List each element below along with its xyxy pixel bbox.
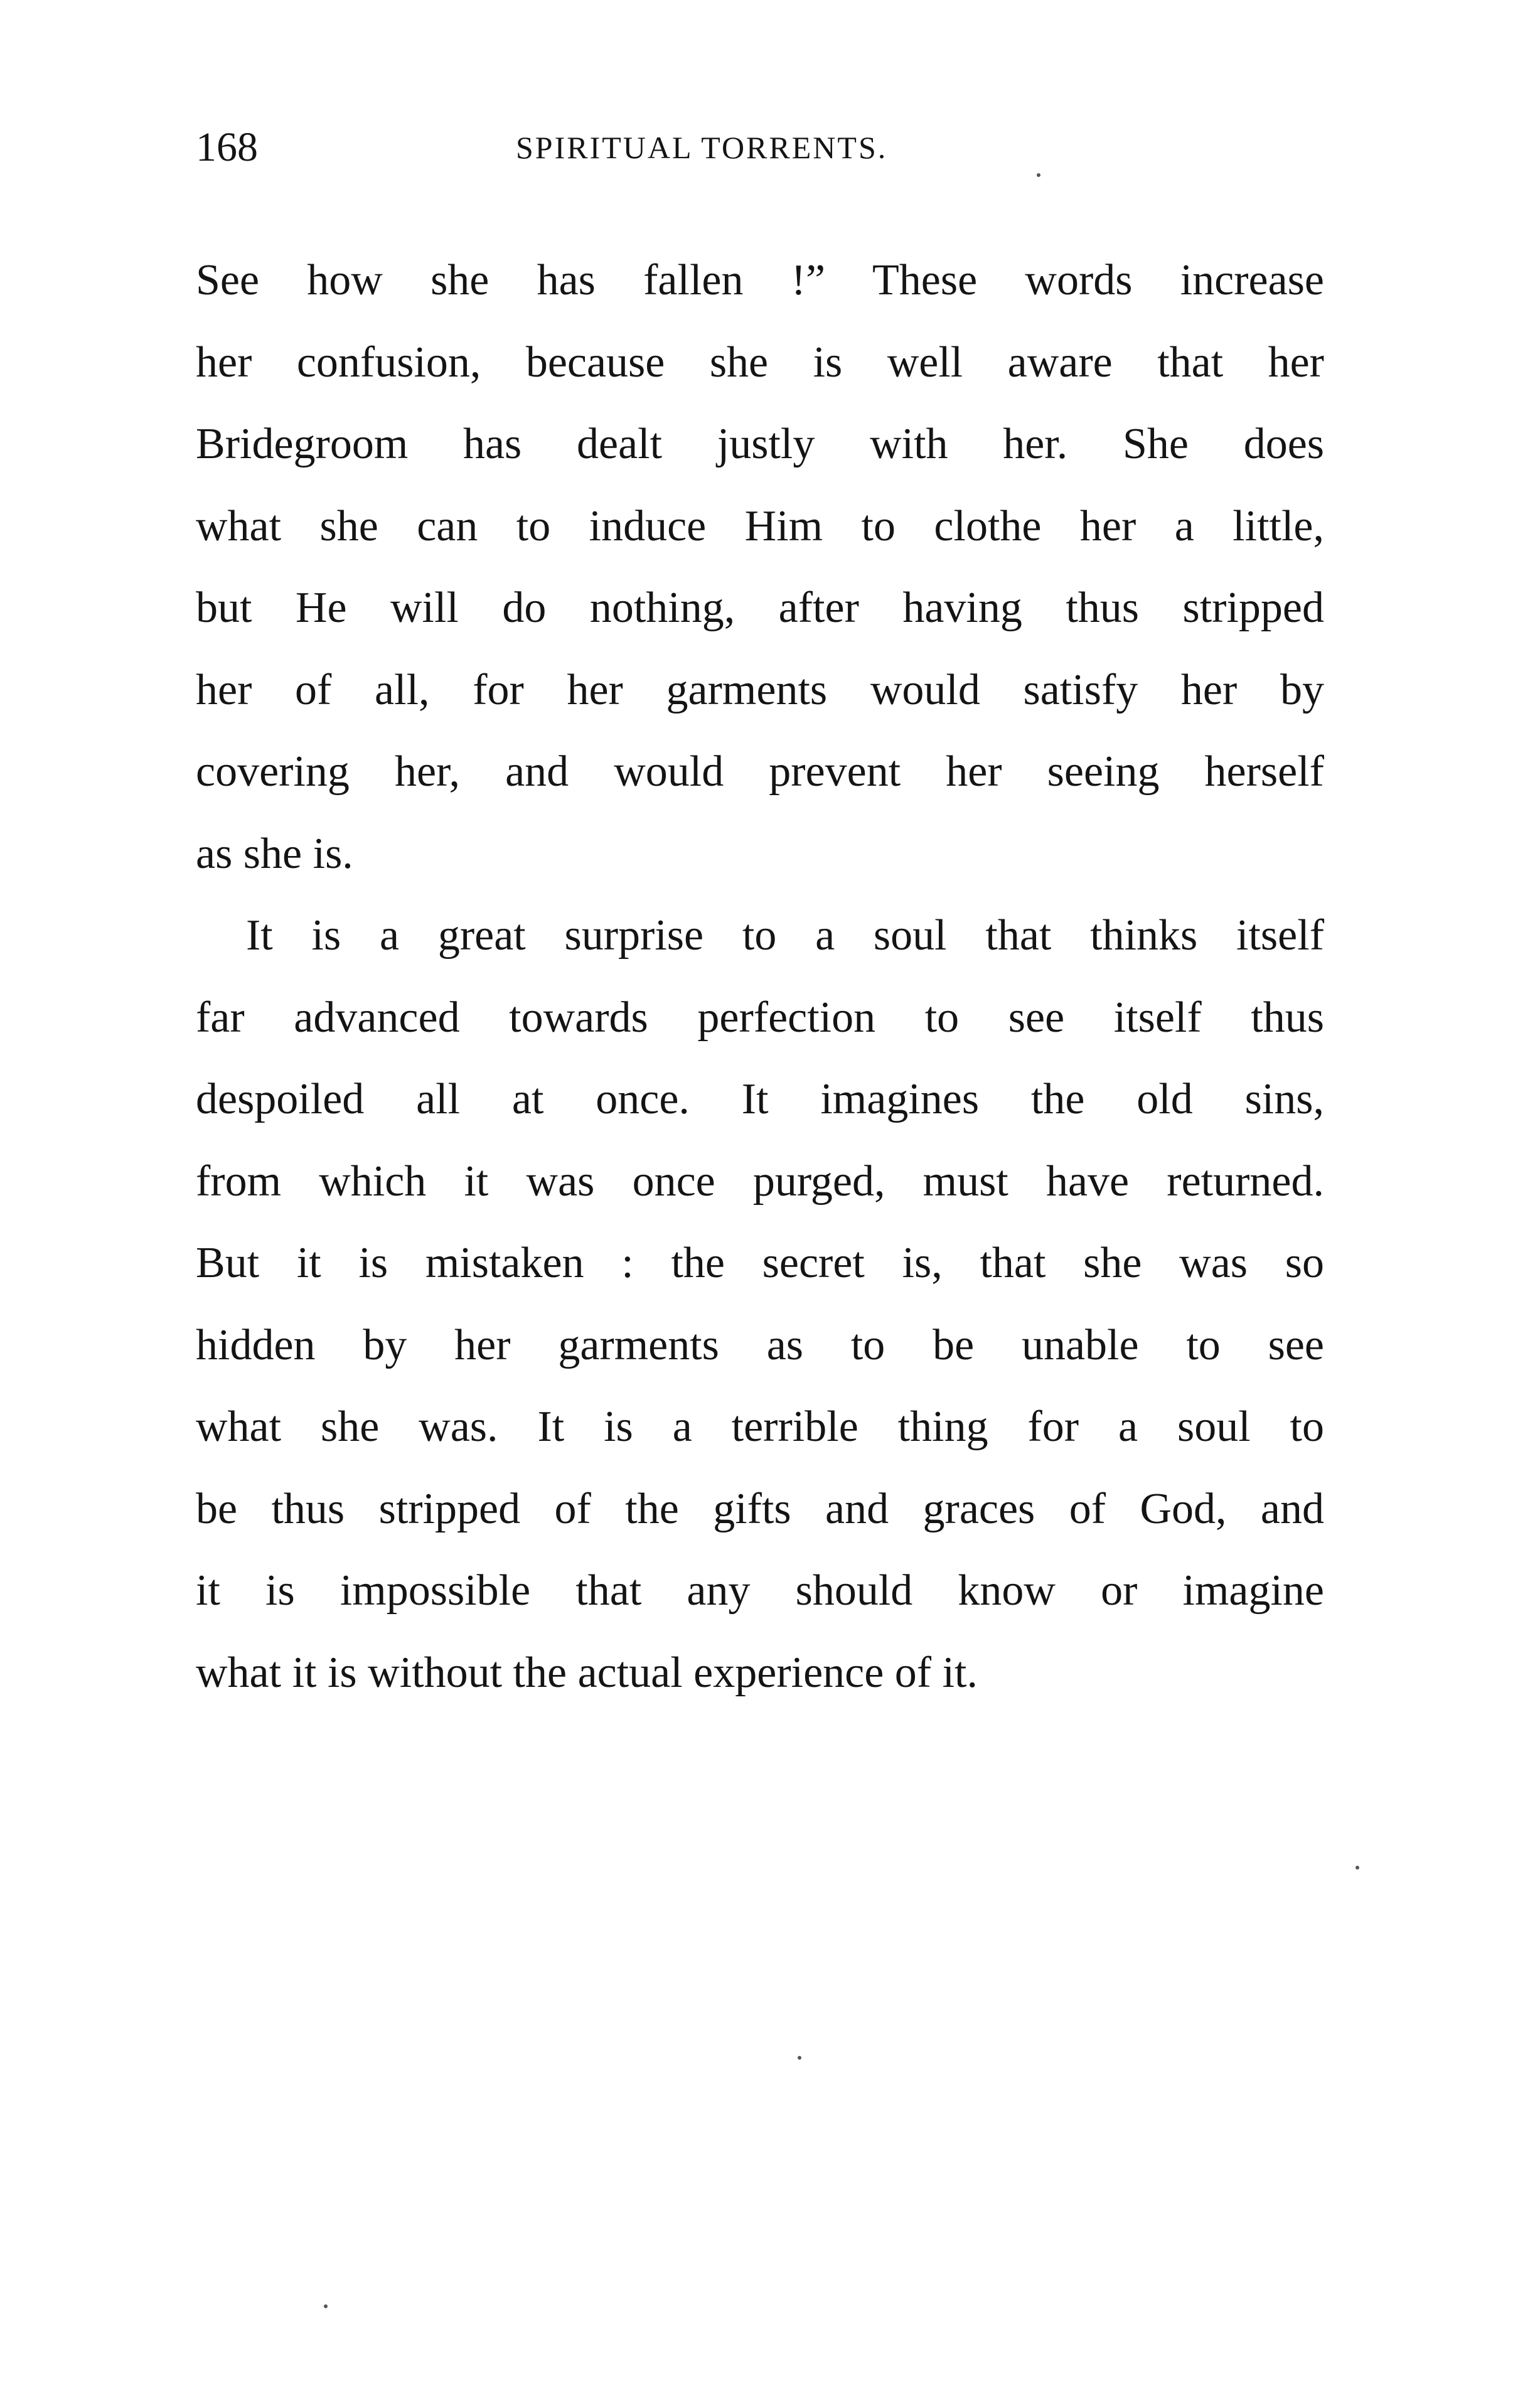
- text-line: hidden by her garments as to be unable to see: [196, 1320, 1324, 1369]
- scan-speck: [324, 2304, 328, 2308]
- text-line: her of all, for her garments would satisfy her by: [196, 665, 1324, 714]
- text-line: See how she has fallen !” These words increase: [196, 256, 1324, 304]
- text-line: Bridegroom has dealt justly with her. She does: [196, 420, 1324, 468]
- text-line: from which it was once purged, must have returned.: [196, 1157, 1324, 1206]
- scan-speck: [1037, 173, 1040, 177]
- paragraph: [196, 895, 1324, 1714]
- page-number: 168: [196, 124, 258, 170]
- text-line: but He will do nothing, after having thus stripped: [196, 584, 1324, 632]
- running-head: SPIRITUAL TORRENTS.: [516, 130, 888, 165]
- text-line: as she is.: [196, 829, 353, 878]
- text-line: what it is without the actual experience of it.: [196, 1648, 978, 1697]
- text-line: what she can to induce Him to clothe her a little,: [196, 501, 1324, 550]
- text-line: her confusion, because she is well aware that her: [196, 338, 1324, 387]
- scan-speck: [1356, 1866, 1359, 1869]
- page-header: [196, 122, 1324, 173]
- paragraph: [196, 240, 1324, 895]
- body-text: [196, 240, 1324, 1714]
- text-line: far advanced towards perfection to see itself thus: [196, 993, 1324, 1042]
- text-line: be thus stripped of the gifts and graces of God, and: [196, 1484, 1324, 1533]
- text-line: But it is mistaken : the secret is, that she was so: [196, 1239, 1324, 1287]
- text-line: what she was. It is a terrible thing for a soul to: [196, 1403, 1324, 1451]
- text-line: despoiled all at once. It imagines the old sins,: [196, 1075, 1324, 1123]
- text-line: it is impossible that any should know or imagine: [196, 1566, 1324, 1615]
- scan-speck: [798, 2056, 801, 2060]
- text-line: It is a great surprise to a soul that thinks itself: [246, 911, 1324, 960]
- text-line: covering her, and would prevent her seeing herself: [196, 747, 1324, 796]
